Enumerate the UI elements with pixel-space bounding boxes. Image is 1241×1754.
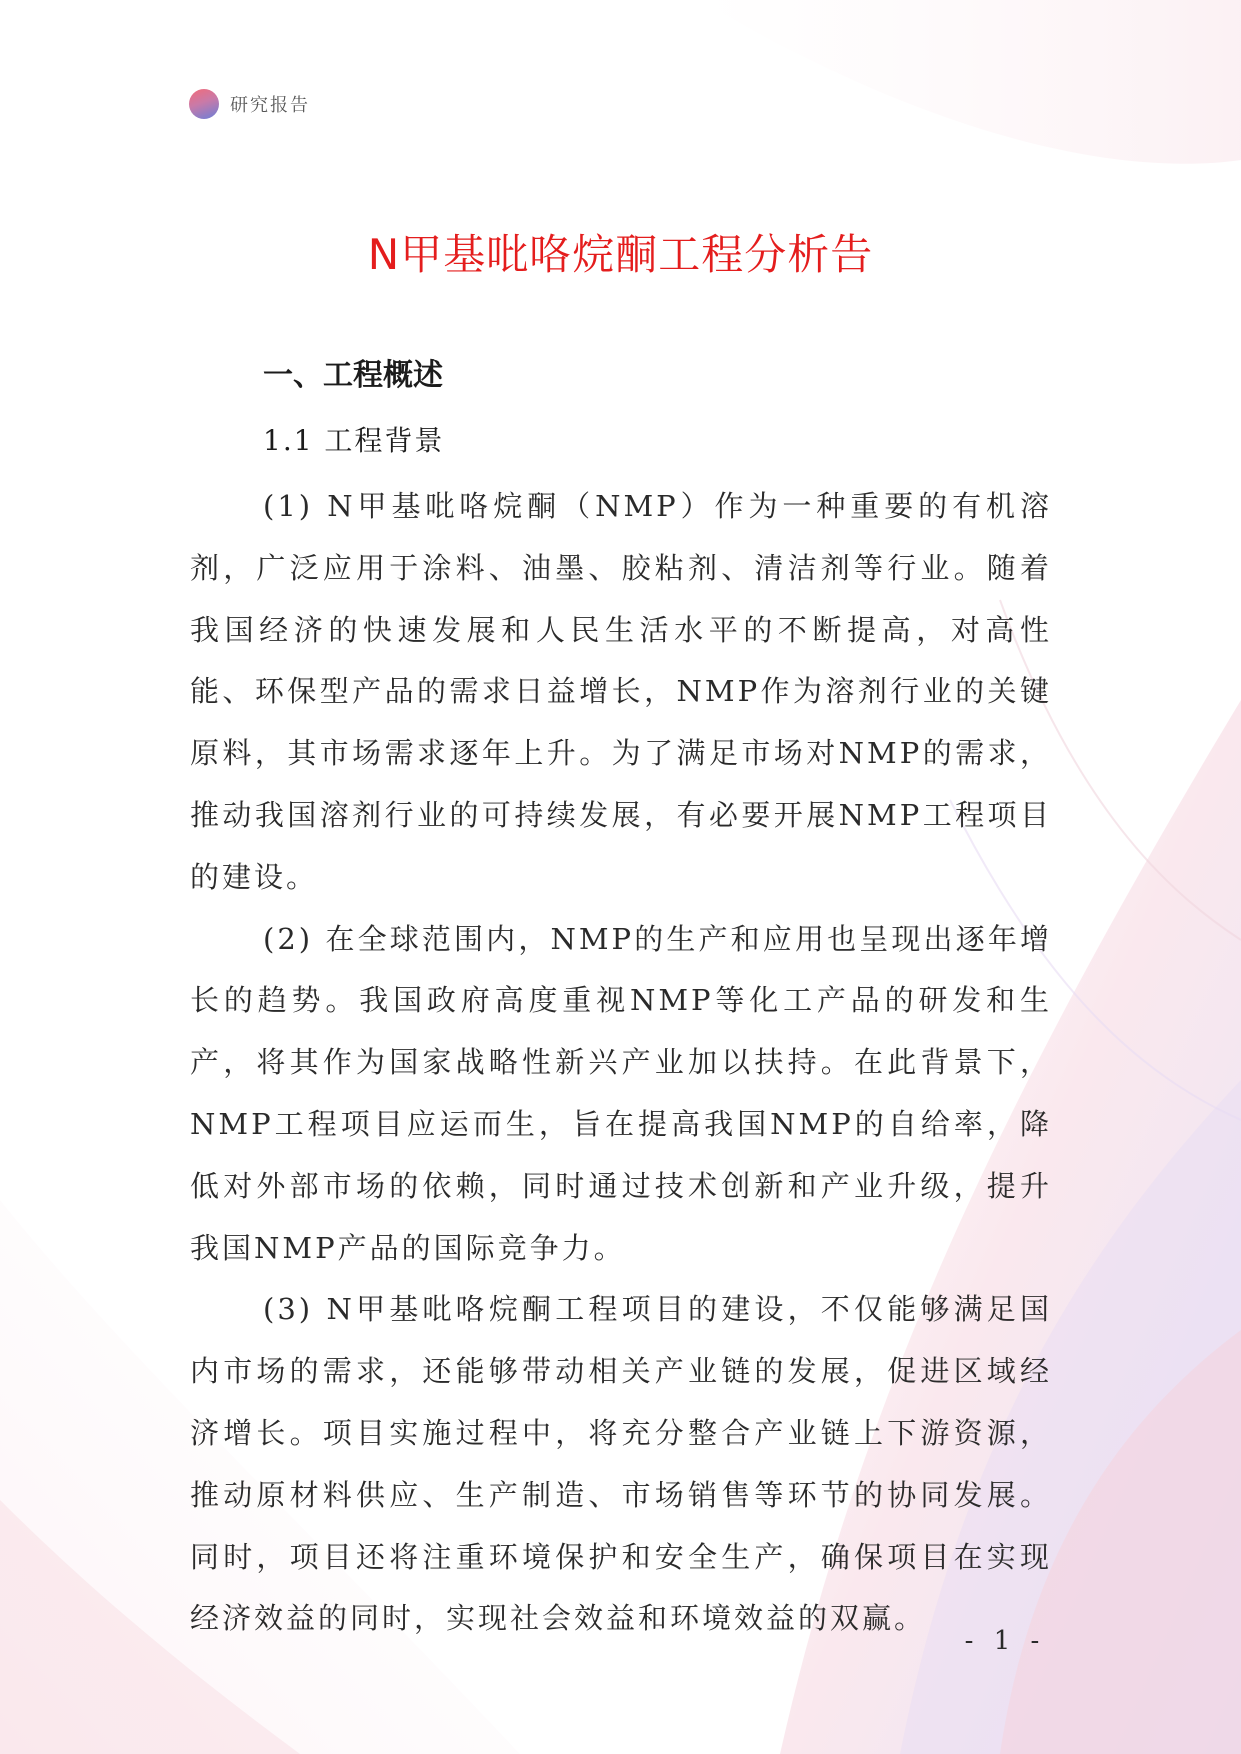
document-body (190, 352, 1052, 1650)
paragraph-1: (1) N甲基吡咯烷酮（NMP）作为一种重要的有机溶剂，广泛应用于涂料、油墨、胶粘剂、清洁剂等行业。随着我国经济的快速发展和人民生活水平的不断提高，对高性能、环保型产品的需求日益增长，NMP作为溶剂行业的关键原料，其市场需求逐年上升。为了满足市场对NMP的需求，推动我国溶剂行业的可持续发展，有必要开展NMP工程项目的建设。 (190, 489, 1052, 894)
page-header (189, 89, 310, 119)
page-number: - 1 - (964, 1626, 1046, 1656)
logo-icon (189, 89, 219, 119)
subsection-heading: 1.1 工程背景 (263, 424, 445, 457)
paragraph-2: (2) 在全球范围内，NMP的生产和应用也呈现出逐年增长的趋势。我国政府高度重视NMP等化工产品的研发和生产，将其作为国家战略性新兴产业加以扶持。在此背景下，NMP工程项目应运而生，旨在提高我国NMP的自给率，降低对外部市场的依赖，同时通过技术创新和产业升级，提升我国NMP产品的国际竞争力。 (190, 921, 1052, 1265)
section-heading: 一、工程概述 (263, 358, 443, 393)
header-label: 研究报告 (230, 95, 310, 116)
paragraph-3: (3) N甲基吡咯烷酮工程项目的建设，不仅能够满足国内市场的需求，还能够带动相关产业链的发展，促进区域经济增长。项目实施过程中，将充分整合产业链上下游资源，推动原材料供应、生产制造、市场销售等环节的协同发展。同时，项目还将注重环境保护和安全生产，确保项目在实现经济效益的同时，实现社会效益和环境效益的双赢。 (190, 1292, 1052, 1636)
document-title: N甲基吡咯烷酮工程分析告 (367, 230, 874, 279)
